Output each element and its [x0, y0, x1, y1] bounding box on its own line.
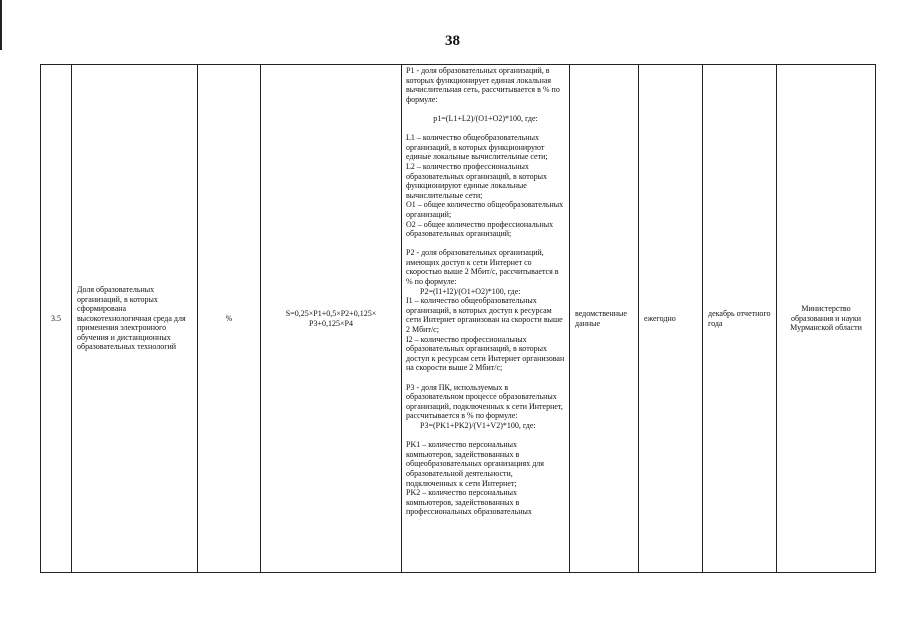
pk1-definition: PK1 – количество персональных компьютеров, задействованных в общеобразовательных организациях для образовательной деятельности, подключенных к сети Интернет;: [406, 440, 544, 488]
indicator-table: [40, 64, 876, 573]
p3-formula: P3=(PK1+PK2)/(V1+V2)*100, где:: [420, 420, 536, 430]
i1-definition: I1 – количество общеобразовательных организаций, в которых доступ к ресурсам сети Интернет организован на скорости выше 2 Мбит/с;: [406, 296, 563, 335]
indicator-name: Доля образовательных организаций, в которых сформирована высокотехнологичная среда для применения электронного обучения и дистанционных образовательных технологий: [77, 284, 186, 352]
row-number-cell: 3.5: [41, 65, 72, 573]
l1-definition: L1 – количество общеобразовательных организаций, в которых функционируют единые локальные вычислительные сети;: [406, 133, 548, 162]
periodicity-cell: [639, 65, 703, 573]
p2-intro: P2 - доля образовательных организаций, имеющих доступ к сети Интернет со скоростью выше 2 Мбит/с, рассчитывается в % по формуле:: [406, 248, 559, 287]
o2-definition: O2 – общее количество профессиональных образовательных организаций;: [406, 219, 554, 239]
formula-cell: [261, 65, 402, 573]
data-source: ведомственные данные: [575, 308, 627, 328]
description-cell: [402, 65, 570, 573]
unit-cell: %: [198, 65, 261, 573]
i2-definition: I2 – количество профессиональных образовательных организаций, в которых доступ к ресурсам сети Интернет организован на скорости выше 2 Мбит/с;: [406, 334, 565, 373]
responsible-cell: [777, 65, 876, 573]
p2-formula: P2=(I1+I2)/(O1+O2)*100, где:: [420, 286, 521, 296]
source-cell: [570, 65, 639, 573]
pk2-definition: PK2 – количество персональных компьютеров, задействованных в профессиональных образовательных: [406, 488, 532, 517]
responsible-body: Министерство образования и науки Мурманской области: [790, 304, 862, 333]
table-row: [41, 65, 876, 573]
date-cell: [703, 65, 777, 573]
p1-intro: P1 - доля образовательных организаций, в которых функционирует единая локальная вычислительная сеть, рассчитывается в % по формуле:: [406, 66, 560, 104]
l2-definition: L2 – количество профессиональных образовательных организаций, в которых функционируют единые локальные вычислительные сети;: [406, 161, 547, 200]
p3-intro: P3 - доля ПК, используемых в образовательном процессе образовательных организаций, подключенных к сети Интернет, рассчитывается в % по формуле:: [406, 382, 563, 421]
o1-definition: O1 – общее количество общеобразовательных организаций;: [406, 200, 564, 219]
formula-text: S=0,25×P1+0,5×P2+0,125× P3+0,125×P4: [285, 308, 377, 328]
p1-formula: p1=(L1+L2)/(O1+O2)*100, где:: [433, 113, 538, 123]
periodicity: ежегодно: [644, 313, 676, 323]
indicator-name-cell: [72, 65, 198, 573]
description-text: [402, 65, 569, 572]
reporting-date: декабрь отчетного года: [708, 308, 771, 328]
page-number: 38: [445, 33, 460, 49]
